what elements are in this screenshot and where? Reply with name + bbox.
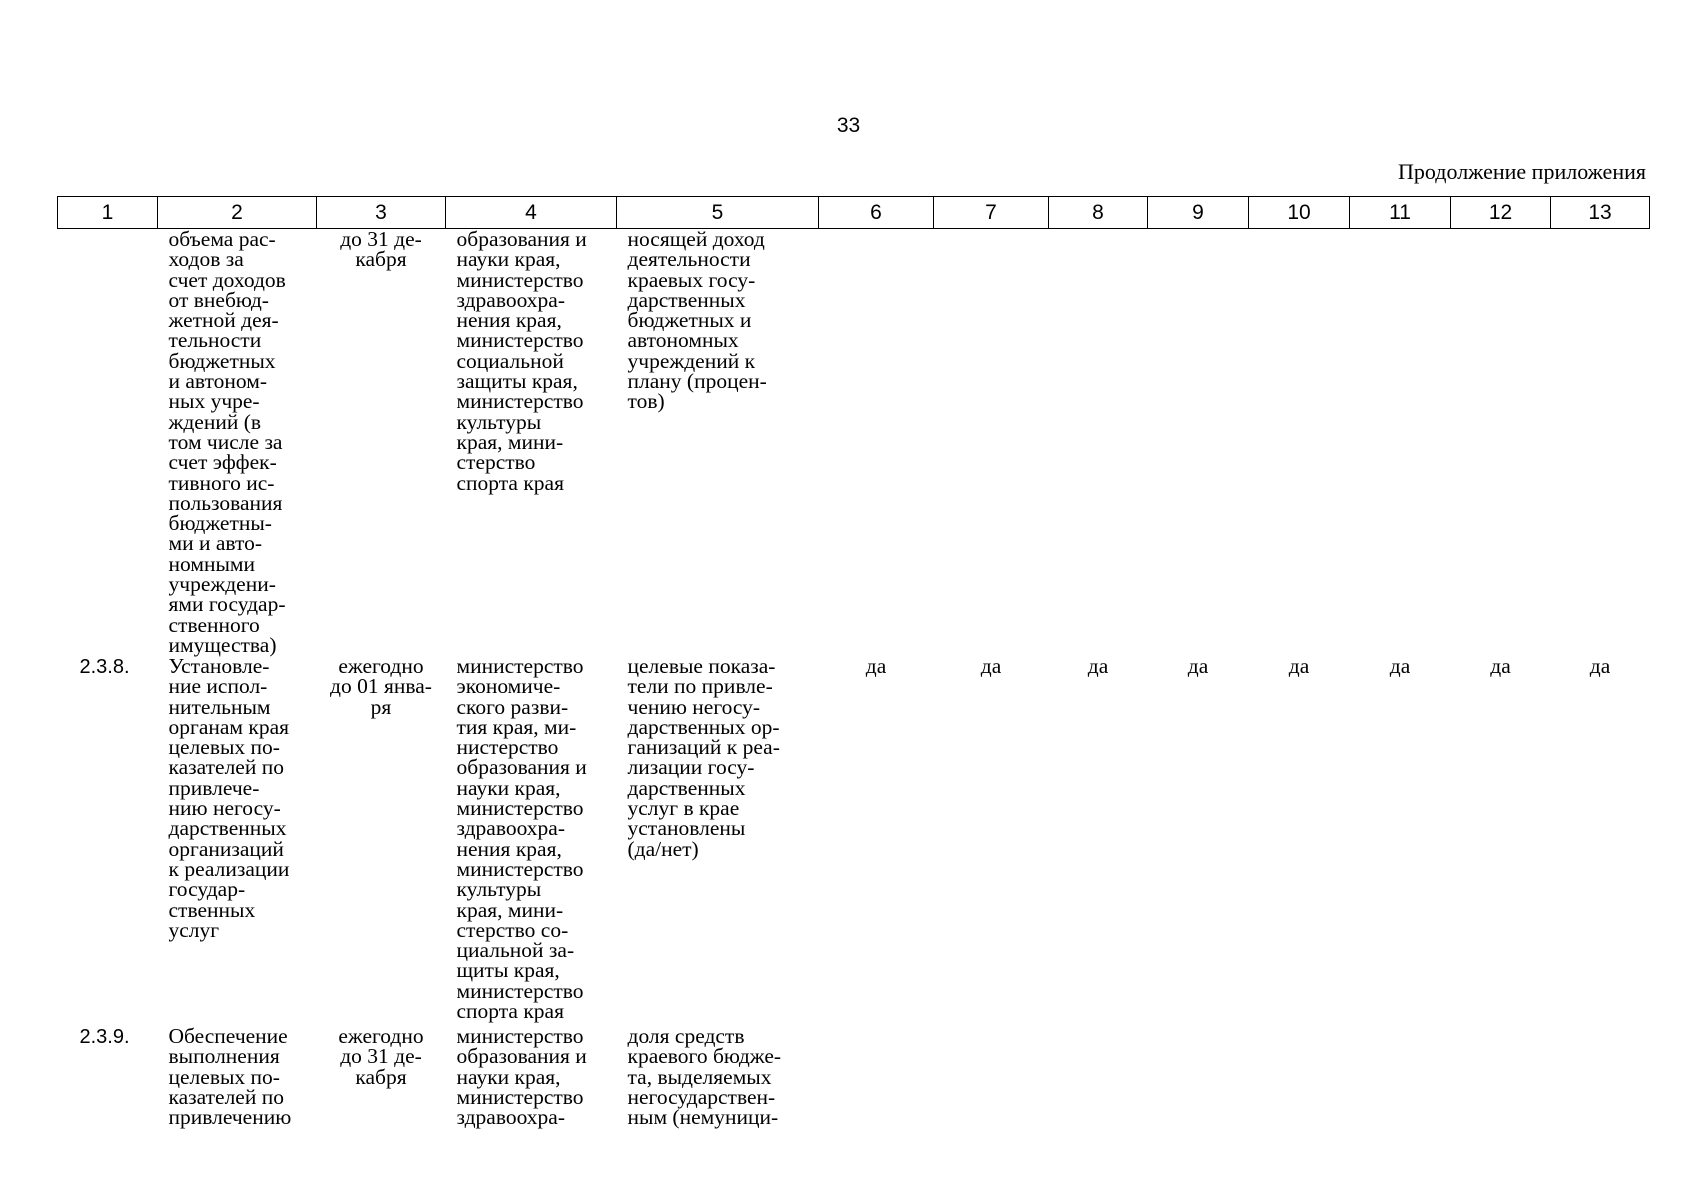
year-value: да xyxy=(1087,654,1109,678)
year-value: да xyxy=(1187,654,1209,678)
year-value xyxy=(1451,229,1551,657)
header-cell-2: 2 xyxy=(158,197,317,229)
header-cell-4: 4 xyxy=(446,197,617,229)
measure-name: объема рас- ходов за счет доходов от внебюд- жетной дея- тельности бюджетных и автоном- ных учре- ждений (в том числе за счет эффек- тивного ис- пользования бюджетны- ми и авто- номными учреждени- ями государ- ственного имущества) xyxy=(168,227,286,657)
item-number: 2.3.9. xyxy=(79,1026,130,1048)
header-cell-12: 12 xyxy=(1451,197,1551,229)
indicator: доля средств краевого бюдже- та, выделяемых негосударствен- ным (немуници- xyxy=(627,1024,782,1130)
header-cell-10: 10 xyxy=(1249,197,1350,229)
year-value xyxy=(1148,1026,1249,1127)
year-value xyxy=(1350,1026,1451,1127)
year-value xyxy=(819,229,934,657)
year-value: да xyxy=(1389,654,1411,678)
header-cell-9: 9 xyxy=(1148,197,1249,229)
responsible-executors: министерство экономиче- ского разви- тия края, ми- нистерство образования и науки края, министерство здравоохра- нения края, министерство культуры края, мини- стерство со- циальной за- щиты края, министерство спорта края xyxy=(456,654,587,1024)
year-value: да xyxy=(980,654,1002,678)
year-value: да xyxy=(1288,654,1310,678)
table-row xyxy=(58,229,1650,657)
header-cell-11: 11 xyxy=(1350,197,1451,229)
header-cell-5: 5 xyxy=(617,197,819,229)
year-value xyxy=(819,1026,934,1127)
continuation-label: Продолжение приложения xyxy=(1398,159,1646,184)
year-value xyxy=(934,1026,1049,1127)
year-value xyxy=(1551,229,1650,657)
appendix-table xyxy=(57,196,1650,1130)
indicator: целевые показа- тели по привле- чению негосу- дарственных ор- ганизаций к реа- лизации госу- дарственных услуг в крае установлены (да/нет) xyxy=(627,654,780,861)
deadline: ежегодно до 01 янва- ря xyxy=(330,654,432,719)
year-value: да xyxy=(865,654,887,678)
measure-name: Установле- ние испол- нительным органам края целевых по- казателей по привлече- нию негосу- дарственных организаций к реализации государ- ственных услуг xyxy=(168,654,290,942)
year-value xyxy=(1350,229,1451,657)
responsible-executors: образования и науки края, министерство здравоохра- нения края, министерство социальной защиты края, министерство культуры края, мини- стерство спорта края xyxy=(456,227,587,495)
indicator: носящей доход деятельности краевых госу- дарственных бюджетных и автономных учреждений к плану (процен- тов) xyxy=(627,227,767,414)
year-value: да xyxy=(1589,654,1611,678)
table-row xyxy=(58,1026,1650,1127)
header-cell-7: 7 xyxy=(934,197,1049,229)
year-value xyxy=(934,229,1049,657)
table-header xyxy=(58,197,1650,229)
header-cell-6: 6 xyxy=(819,197,934,229)
page-number: 33 xyxy=(836,114,861,137)
year-value: да xyxy=(1490,654,1511,678)
deadline: до 31 де- кабря xyxy=(340,227,422,272)
table-row xyxy=(58,656,1650,1026)
responsible-executors: министерство образования и науки края, министерство здравоохра- xyxy=(456,1024,587,1130)
year-value xyxy=(1451,1026,1551,1127)
header-cell-8: 8 xyxy=(1049,197,1148,229)
header-cell-1: 1 xyxy=(58,197,158,229)
table-body xyxy=(58,229,1650,1128)
year-value xyxy=(1249,229,1350,657)
year-value xyxy=(1049,1026,1148,1127)
item-number: 2.3.8. xyxy=(79,656,130,678)
header-cell-3: 3 xyxy=(317,197,446,229)
deadline: ежегодно до 31 де- кабря xyxy=(338,1024,424,1089)
year-value xyxy=(1148,229,1249,657)
year-value xyxy=(1551,1026,1650,1127)
header-cell-13: 13 xyxy=(1551,197,1650,229)
header-row xyxy=(58,197,1650,229)
year-value xyxy=(1049,229,1148,657)
year-value xyxy=(1249,1026,1350,1127)
item-number xyxy=(58,229,158,657)
measure-name: Обеспечение выполнения целевых по- казателей по привлечению xyxy=(168,1024,292,1130)
